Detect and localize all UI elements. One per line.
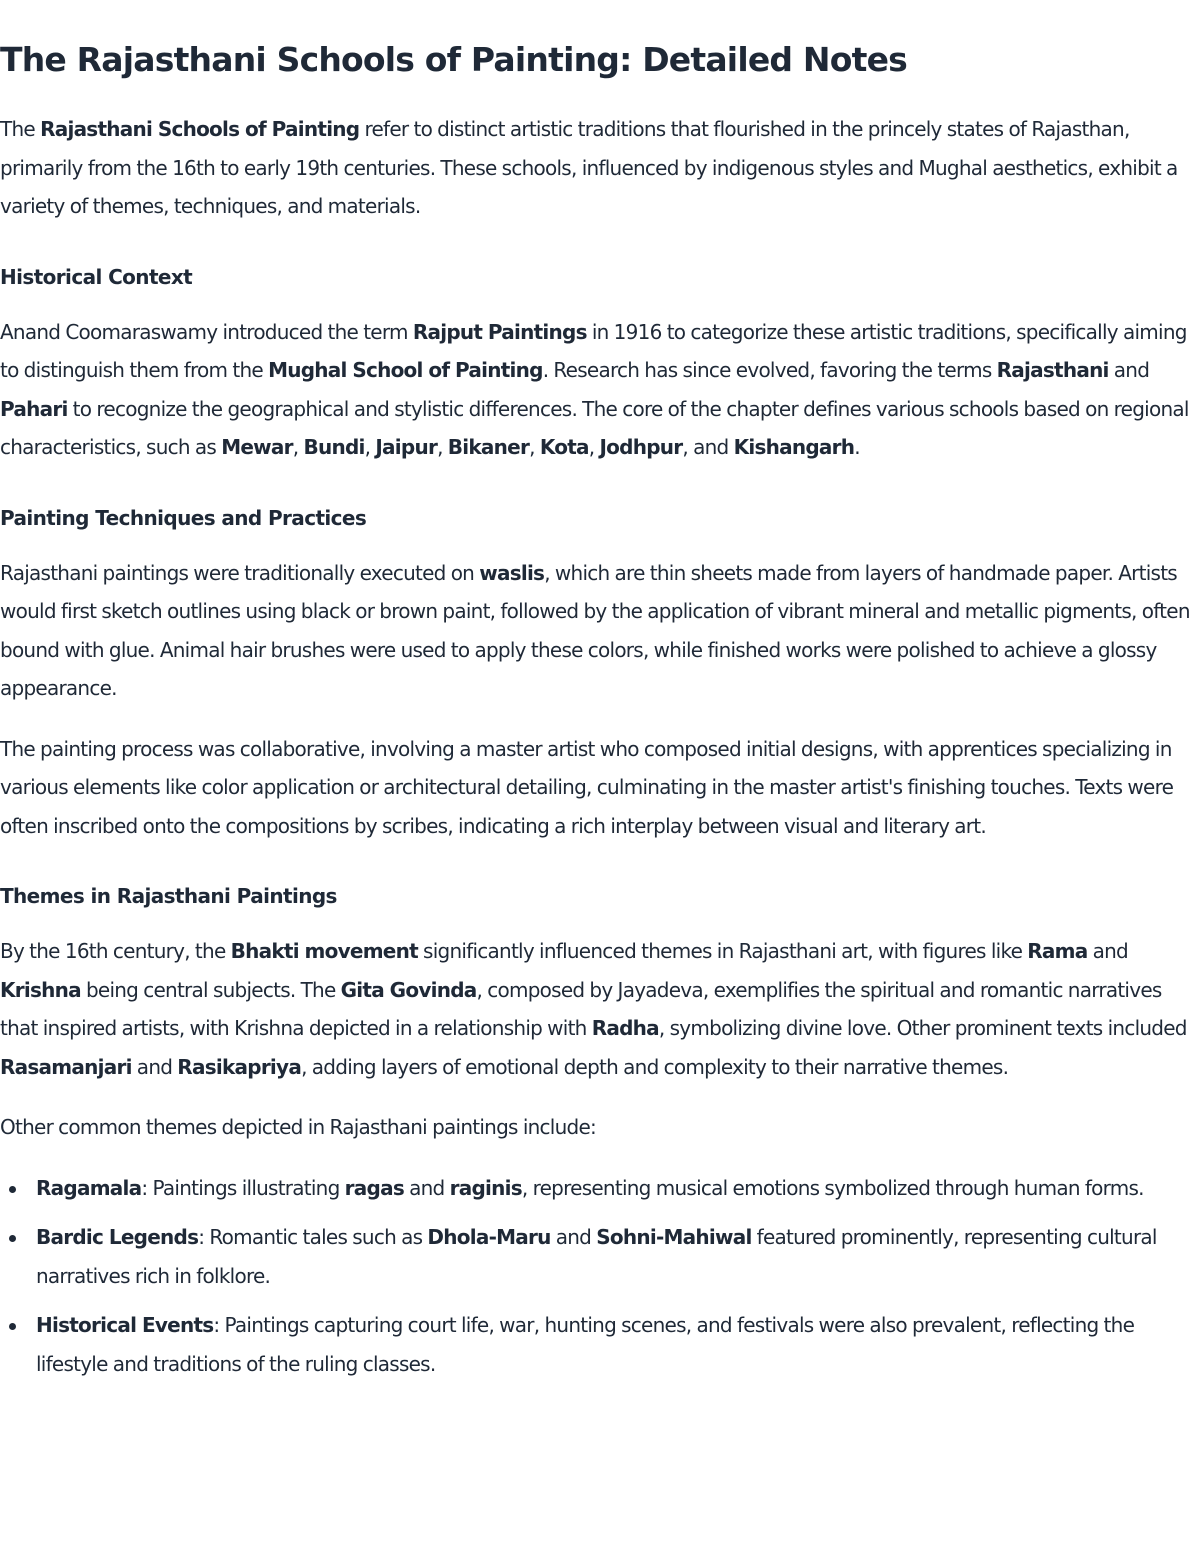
section-heading-techniques: Painting Techniques and Practices [0,505,367,530]
bold-term: Ragamala [36,1175,142,1200]
text: By the 16th century, the [0,939,231,963]
bold-term: Rasikapriya [177,1054,302,1079]
bold-term: Jaipur [375,435,438,459]
text: . Research has since evolved, favoring the terms [542,358,997,382]
bold-term: Gita Govinda [340,977,477,1002]
text: , [529,435,540,459]
bold-term: Rajasthani [996,358,1109,382]
bold-term: Bhakti movement [230,939,418,963]
text: . [854,435,860,459]
bold-term: waslis [479,560,545,585]
text: , which are thin sheets made from layers of handmade paper. Artists would first sketch outlines using black or brown paint, followed by the application of vibrant mineral and metallic pigments, often bound with glue. Animal hair brushes were used to apply these colors, while finished works were polished to achieve a glossy appearance. [0,560,1190,700]
text: , symbolizing divine love. Other prominent texts included [658,1016,1187,1040]
text: and [1108,358,1150,382]
bold-term: Sohni-Mahiwal [596,1225,752,1249]
techniques-paragraph-2: The painting process was collaborative, involving a master artist who composed initial designs, with apprentices specializing in various elements like color application or architectural detailing, culminating in the master artist's finishing touches. Texts were often inscribed onto the compositions by scribes, indicating a rich interplay between visual and literary art. [0,736,1174,838]
text: Rajasthani paintings were traditionally executed on [0,560,480,585]
bold-term: Radha [591,1016,659,1040]
list-item [36,1169,1200,1208]
bold-term: Rama [1027,939,1088,963]
page-title: The Rajasthani Schools of Painting: Detailed Notes [0,40,908,79]
bold-term: Bundi [303,435,365,459]
text: , [588,435,600,459]
bold-term: Mewar [221,435,293,459]
text: , adding layers of emotional depth and complexity to their narrative themes. [301,1054,1009,1079]
historical-paragraph [0,313,1200,467]
bold-term: Rajput Paintings [412,319,587,344]
text: , representing musical emotions symbolized through human forms. [521,1175,1144,1200]
text: , [292,435,304,459]
text: and [131,1054,178,1079]
techniques-paragraph-1 [0,554,1200,708]
text: in 1916 to categorize these artistic traditions, specifically aiming to distinguish them from the [0,319,1187,382]
text: and [404,1175,450,1200]
bold-term: Rasamanjari [0,1054,132,1079]
bold-term: ragas [344,1175,404,1200]
section-heading-historical: Historical Context [0,264,193,289]
text: : Paintings illustrating [141,1175,345,1200]
text: to recognize the geographical and stylistic differences. The core of the chapter defines various schools based on regional characteristics, such as [0,396,1189,459]
bold-term: Bikaner [447,435,530,459]
bold-term: Jodhpur [599,435,683,459]
text: : Paintings capturing court life, war, hunting scenes, and festivals were also prevalent, reflecting the lifestyle and traditions of the ruling classes. [36,1313,1135,1376]
text: , [437,435,448,459]
intro-text: The [0,117,41,141]
text: : Romantic tales such as [198,1225,428,1249]
intro-bold: Rajasthani Schools of Painting [40,117,360,141]
list-item [36,1306,1200,1383]
themes-paragraph-2: Other common themes depicted in Rajasthani paintings include: [0,1115,597,1139]
text: , [364,435,376,459]
text: being central subjects. The [80,977,341,1002]
bold-term: Pahari [0,396,68,421]
text: , composed by Jayadeva, exemplifies the spiritual and romantic narratives that inspired artists, with Krishna depicted in a relationship with [0,977,1162,1040]
bold-term: Kishangarh [733,435,855,459]
text: and [550,1225,597,1249]
bold-term: Kota [539,435,589,459]
bold-term: raginis [449,1175,522,1200]
intro-text: refer to distinct artistic traditions that flourished in the princely states of Rajasthan, primarily from the 16th to early 19th centuries. These schools, influenced by indigenous styles and Mughal aesthetics, exhibit a variety of themes, techniques, and materials. [0,117,1178,218]
bold-term: Krishna [0,977,81,1002]
text: Anand Coomaraswamy introduced the term [0,319,413,344]
text: and [1087,939,1128,963]
intro-paragraph [0,110,1200,226]
bold-term: Bardic Legends [36,1225,199,1249]
section-heading-themes: Themes in Rajasthani Paintings [0,884,337,908]
themes-paragraph-1 [0,932,1200,1086]
bold-term: Dhola-Maru [427,1225,551,1249]
text: featured prominently, representing cultural narratives rich in folklore. [36,1225,1157,1288]
text: significantly influenced themes in Rajasthani art, with figures like [417,939,1028,963]
bold-term: Historical Events [36,1313,214,1337]
list-item [36,1218,1200,1295]
bold-term: Mughal School of Painting [268,358,543,382]
themes-list [0,1169,1200,1384]
text: , and [682,435,734,459]
